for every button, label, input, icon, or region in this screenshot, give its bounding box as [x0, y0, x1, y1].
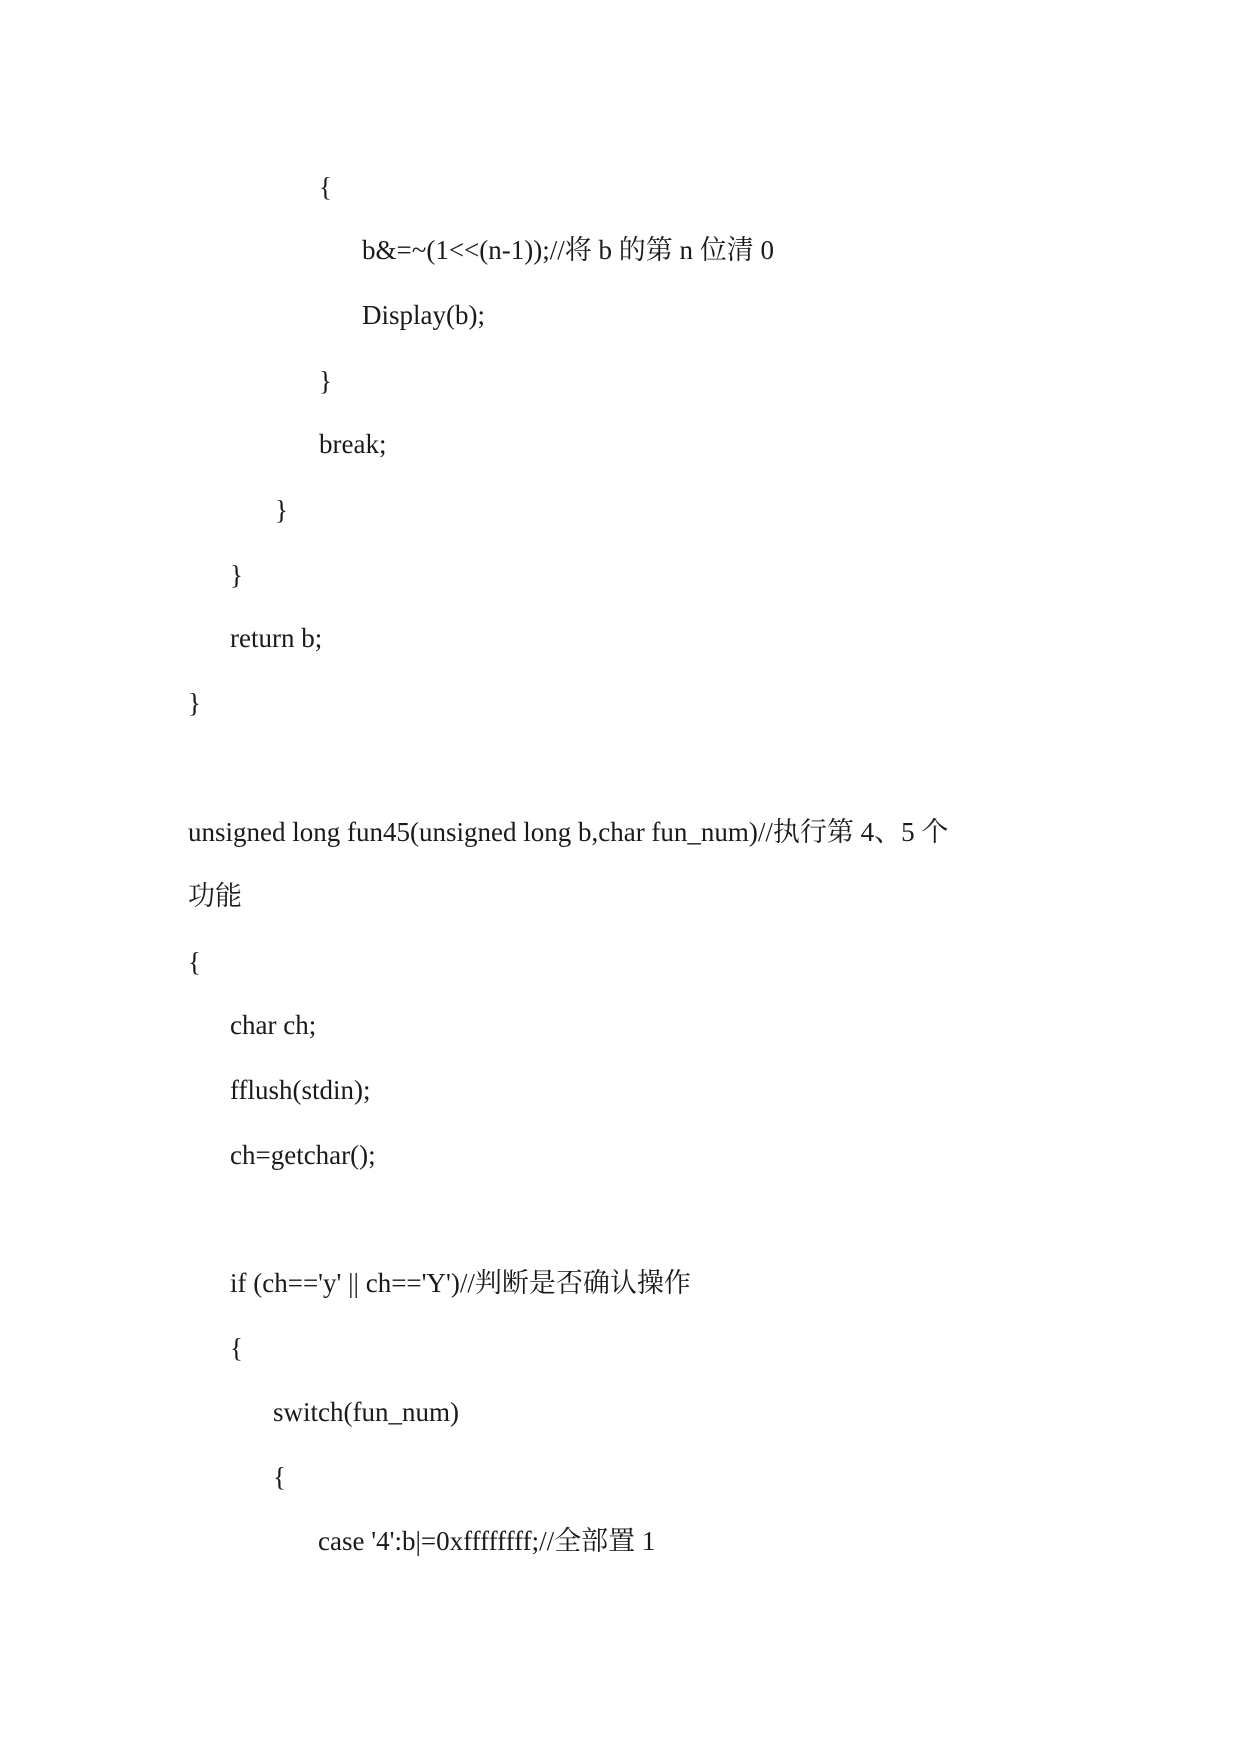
- code-line: }: [319, 366, 332, 396]
- code-line: unsigned long fun45(unsigned long b,char fun_num)//执行第 4、5 个: [188, 817, 949, 847]
- code-line: {: [230, 1333, 243, 1363]
- code-line: break;: [319, 429, 387, 459]
- code-line: {: [188, 947, 201, 977]
- code-line: char ch;: [230, 1010, 317, 1040]
- code-line: b&=~(1<<(n-1));//将 b 的第 n 位清 0: [362, 235, 775, 265]
- code-line: }: [275, 495, 288, 525]
- code-line: {: [319, 172, 332, 202]
- code-line: return b;: [230, 623, 323, 653]
- code-line: }: [188, 688, 201, 718]
- code-line: {: [273, 1462, 286, 1492]
- code-line: if (ch=='y' || ch=='Y')//判断是否确认操作: [230, 1268, 691, 1298]
- code-line: switch(fun_num): [273, 1397, 459, 1427]
- code-line: ch=getchar();: [230, 1140, 376, 1170]
- code-line: case '4':b|=0xffffffff;//全部置 1: [318, 1526, 656, 1556]
- code-line: Display(b);: [362, 300, 485, 330]
- code-line: fflush(stdin);: [230, 1075, 371, 1105]
- code-line: }: [230, 560, 243, 590]
- code-line: 功能: [188, 881, 242, 911]
